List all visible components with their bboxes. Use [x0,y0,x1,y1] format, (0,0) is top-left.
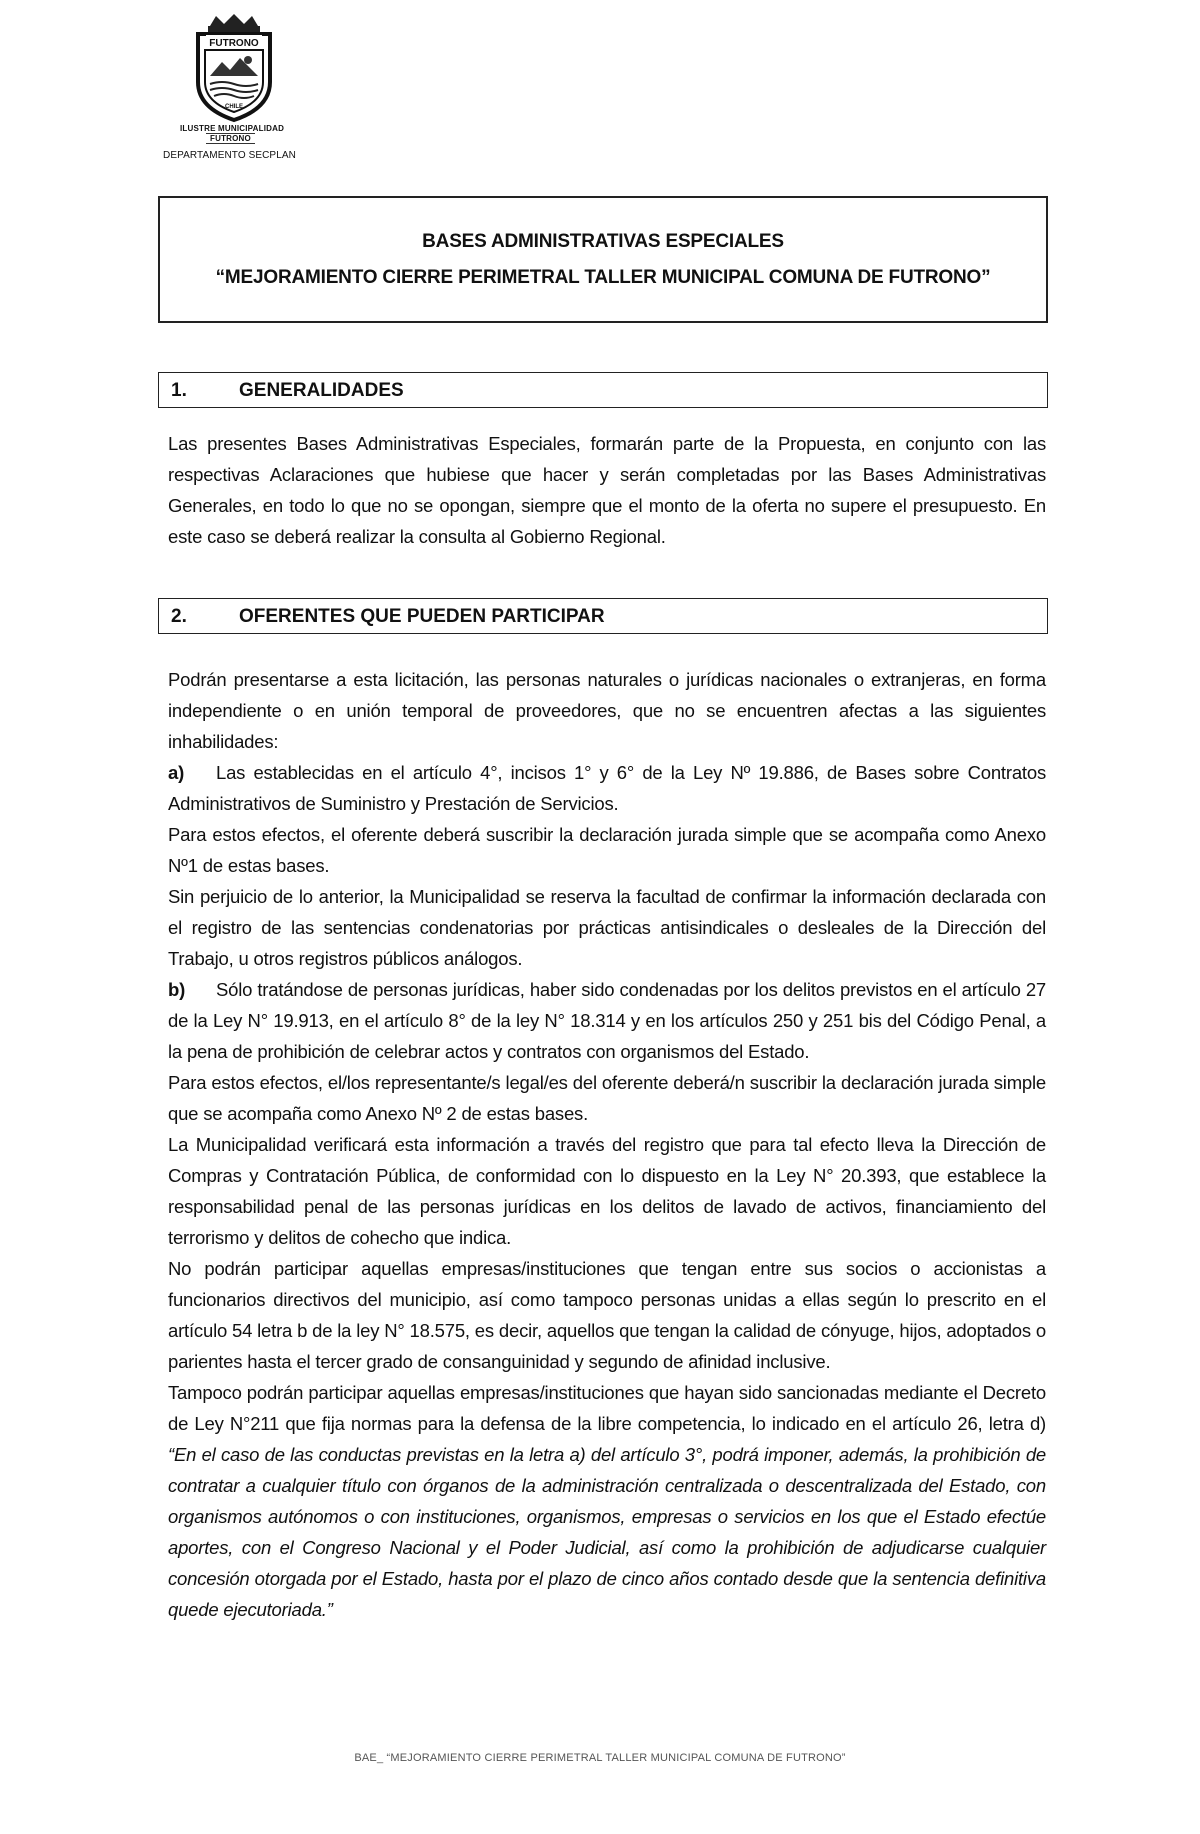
item-a-paragraph-2: Sin perjuicio de lo anterior, la Municipalidad se reserva la facultad de confirmar la información declarada con el registro de las sentencias condenatorias por prácticas antisindicales o desleales de la Dirección del Trabajo, u otros registros públicos análogos. [168,886,1046,969]
section-1-number: 1. [171,380,187,401]
section-1-title: GENERALIDADES [239,380,404,401]
section-1-body [168,428,1046,552]
department-label: DEPARTAMENTO SECPLAN [163,150,296,161]
item-a [168,757,1046,819]
logo-country-text: CHILE [225,104,243,110]
section-2-intro: Podrán presentarse a esta licitación, las personas naturales o jurídicas nacionales o extranjeras, en forma independiente o en unión temporal de proveedores, que no se encuentren afectas a las siguientes inhabilidades: [168,669,1046,752]
page-footer: BAE_ “MEJORAMIENTO CIERRE PERIMETRAL TALLER MUNICIPAL COMUNA DE FUTRONO” [354,1752,846,1764]
item-a-paragraph-1: Para estos efectos, el oferente deberá suscribir la declaración jurada simple que se acompaña como Anexo Nº1 de estas bases. [168,824,1046,876]
coat-of-arms-icon [188,12,280,124]
document-title-box [158,196,1048,323]
item-b-paragraph-4-text: Tampoco podrán participar aquellas empresas/instituciones que hayan sido sancionadas mediante el Decreto de Ley N°211 que fija normas para la defensa de la libre competencia, lo indicado en el artículo 26, letra d) [168,1382,1046,1434]
section-2-heading [158,598,1048,634]
item-b-text: Sólo tratándose de personas jurídicas, haber sido condenadas por los delitos previstos en el artículo 27 de la Ley N° 19.913, en el artículo 8° de la ley N° 18.314 y en los artículos 250 y 251 bis del Código Penal, a la pena de prohibición de celebrar actos y contratos con organismos del Estado. [168,979,1046,1062]
logo-caption-line1: ILUSTRE MUNICIPALIDAD [180,124,285,133]
title-line2: “MEJORAMIENTO CIERRE PERIMETRAL TALLER MUNICIPAL COMUNA DE FUTRONO” [215,267,991,288]
item-b-paragraph-2: La Municipalidad verificará esta información a través del registro que para tal efecto lleva la Dirección de Compras y Contratación Pública, de conformidad con lo dispuesto en la Ley N° 20.393, que establece la responsabilidad penal de las personas jurídicas en los delitos de lavado de activos, financiamiento del terrorismo y delitos de cohecho que indica. [168,1134,1046,1248]
section-2-title: OFERENTES QUE PUEDEN PARTICIPAR [239,606,605,627]
item-a-letter: a) [168,762,185,783]
logo-name-text: FUTRONO [209,38,259,49]
logo-caption-line2: FUTRONO [206,133,255,144]
item-b-paragraph-1: Para estos efectos, el/los representante/s legal/es del oferente deberá/n suscribir la declaración jurada simple que se acompaña como Anexo Nº 2 de estas bases. [168,1072,1046,1124]
item-b-paragraph-4 [168,1377,1046,1625]
item-a-text: Las establecidas en el artículo 4°, incisos 1° y 6° de la Ley Nº 19.886, de Bases sobre Contratos Administrativos de Suministro y Prestación de Servicios. [168,762,1046,814]
title-line1: BASES ADMINISTRATIVAS ESPECIALES [422,231,784,252]
section-2-body [168,664,1046,1625]
logo-caption [180,124,320,144]
municipal-logo [170,12,320,144]
section-2-number: 2. [171,606,187,627]
section-1-heading [158,372,1048,408]
section-1-paragraph: Las presentes Bases Administrativas Especiales, formarán parte de la Propuesta, en conjunto con las respectivas Aclaraciones que hubiese que hacer y serán completadas por las Bases Administrativas Generales, en todo lo que no se opongan, siempre que el monto de la oferta no supere el presupuesto. En este caso se deberá realizar la consulta al Gobierno Regional. [168,433,1046,547]
item-b [168,974,1046,1067]
item-b-paragraph-3: No podrán participar aquellas empresas/instituciones que tengan entre sus socios o accionistas a funcionarios directivos del municipio, así como tampoco personas unidas a ellas según lo prescrito en el artículo 54 letra b de la ley N° 18.575, es decir, aquellos que tengan la calidad de cónyuge, hijos, adoptados o parientes hasta el tercer grado de consanguinidad y segundo de afinidad inclusive. [168,1258,1046,1372]
legal-quote: “En el caso de las conductas previstas en la letra a) del artículo 3°, podrá imponer, además, la prohibición de contratar a cualquier título con órganos de la administración centralizada o descentralizada del Estado, con organismos autónomos o con instituciones, organismos, empresas o servicios en los que el Estado efectúe aportes, con el Congreso Nacional y el Poder Judicial, así como la prohibición de adjudicarse cualquier concesión otorgada por el Estado, hasta por el plazo de cinco años contado desde que la sentencia definitiva quede ejecutoriada.” [168,1444,1046,1620]
item-b-letter: b) [168,979,186,1000]
